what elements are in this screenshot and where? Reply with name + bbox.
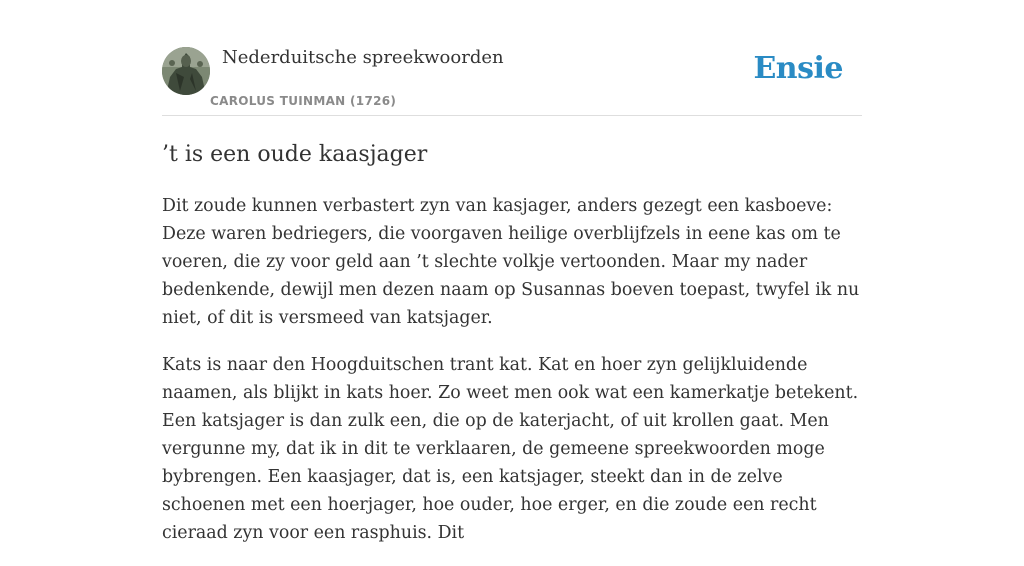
avatar[interactable] [162, 47, 210, 95]
author-label[interactable]: CAROLUS TUINMAN (1726) [210, 94, 397, 108]
collection-title[interactable]: Nederduitsche spreekwoorden [222, 47, 504, 68]
entry-body [162, 192, 862, 566]
entry-title: ’t is een oude kaasjager [162, 142, 428, 167]
statue-portrait-avatar-icon [162, 47, 210, 95]
ensie-logo[interactable]: Ensie [753, 51, 843, 86]
entry-paragraph: Kats is naar den Hoogduitschen trant kat. Kat en hoer zyn gelijkluidende naamen, als blijkt in kats hoer. Zo weet men ook wat een kamerkatje betekent. Een katsjager is dan zulk een, die op de katerjacht, of uit krollen gaat. Men vergunne my, dat ik in dit te verklaaren, de gemeene spreekwoorden moge bybrengen. Een kaasjager, dat is, een katsjager, steekt dan in de zelve schoenen met een hoerjager, hoe ouder, hoe erger, en die zoude een recht cieraad zyn voor een rasphuis. Dit [162, 355, 859, 543]
header [162, 0, 862, 116]
entry-paragraph: Dit zoude kunnen verbastert zyn van kasjager, anders gezegt een kasboeve: Deze waren bedriegers, die voorgaven heilige overblijfzels in eene kas om te voeren, die zy voor geld aan ’t slechte volkje vertoonden. Maar my nader bedenkende, dewijl men dezen naam op Susannas boeven toepast, twyfel ik nu niet, of dit is versmeed van katsjager. [162, 196, 860, 328]
page [162, 0, 862, 543]
